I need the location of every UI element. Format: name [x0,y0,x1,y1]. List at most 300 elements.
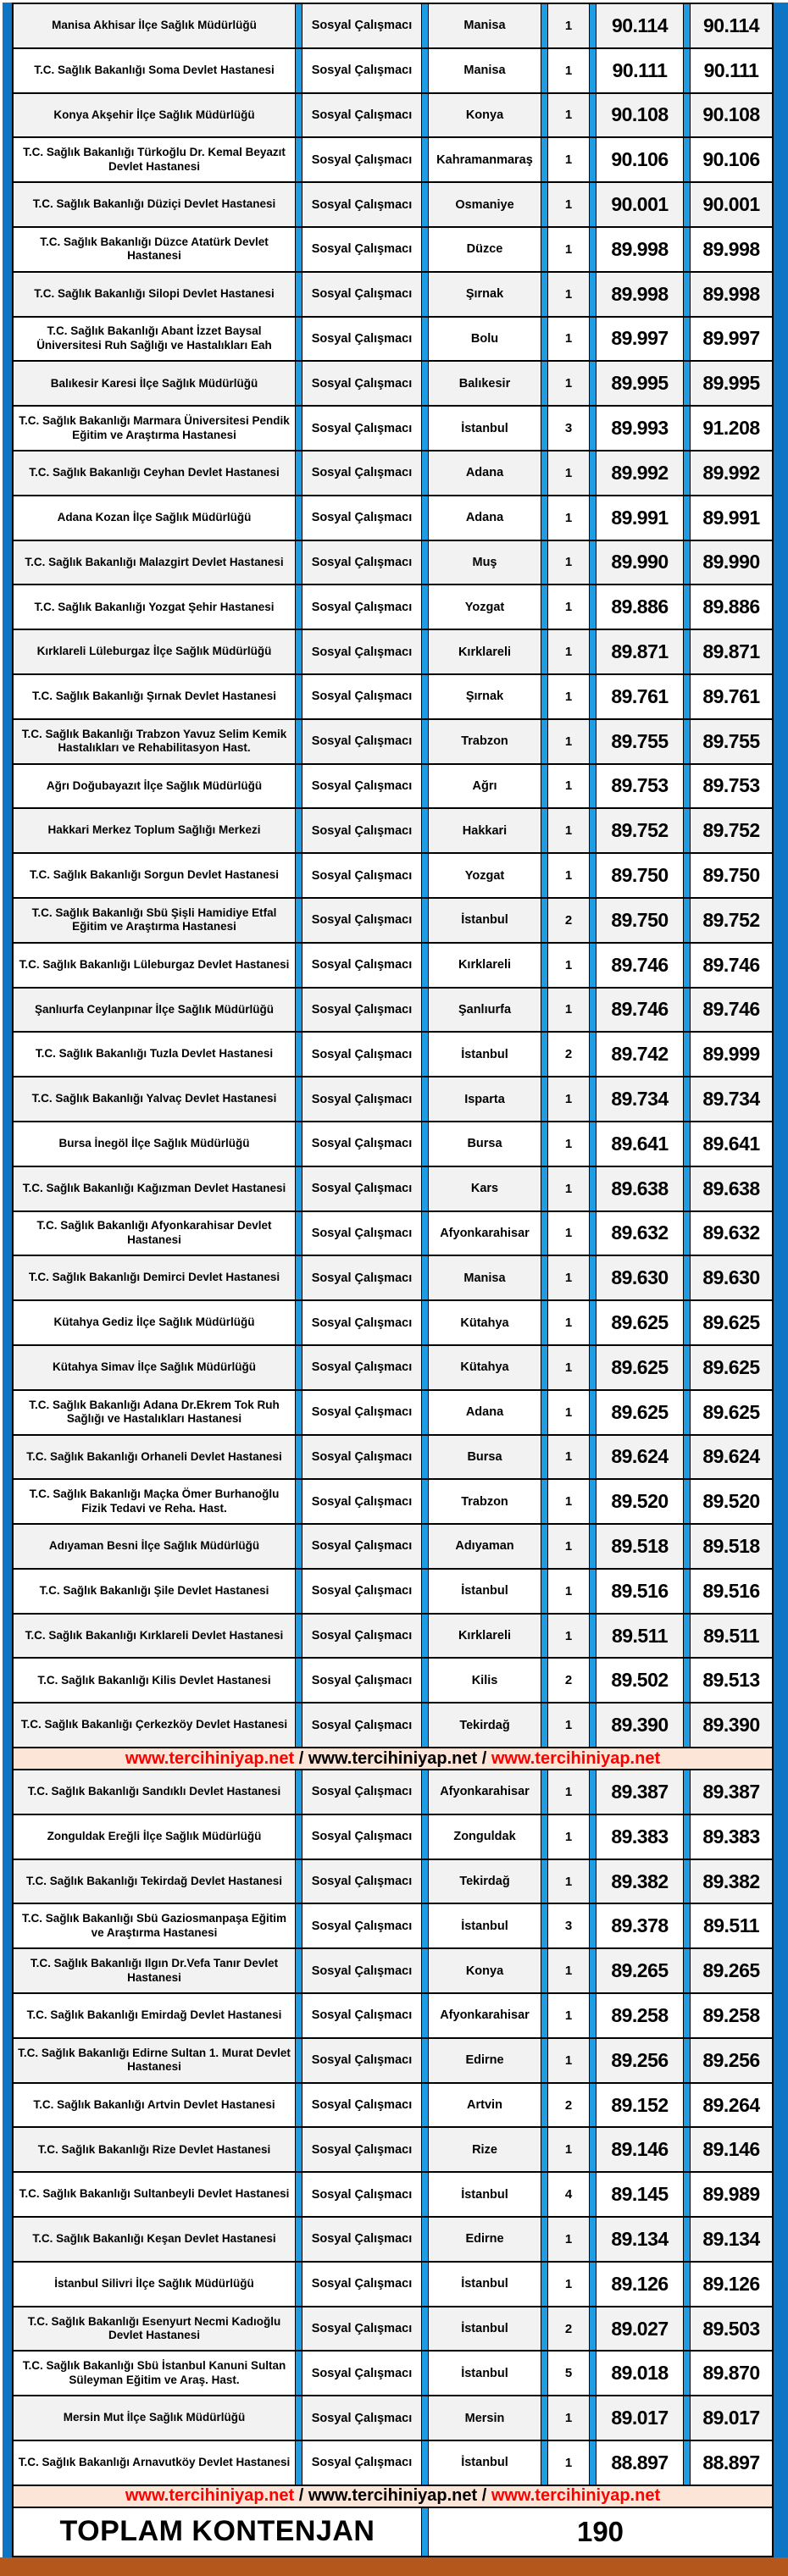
column-separator [683,94,691,137]
column-separator [541,944,548,987]
institution-cell: T.C. Sağlık Bakanlığı Marmara Üniversitesi Pendik Eğitim ve Araştırma Hastanesi [14,407,295,450]
table-row [14,1122,772,1167]
quota-cell: 2 [548,899,589,942]
table-row [14,362,772,407]
column-separator [421,989,429,1032]
column-separator [421,2173,429,2216]
column-separator [589,1570,597,1613]
column-separator [295,1346,302,1389]
city-cell: Konya [429,94,541,137]
column-separator [683,1860,691,1903]
min-score-cell: 89.383 [597,1815,683,1859]
website-url-text: www.tercihiniyap.net [491,1748,661,1768]
city-cell: Kahramanmaraş [429,138,541,181]
column-separator [295,1994,302,2037]
quota-cell: 1 [548,809,589,852]
column-separator [541,1525,548,1568]
city-cell: Tekirdağ [429,1860,541,1903]
column-separator [421,1525,429,1568]
city-cell: Kırklareli [429,630,541,673]
max-score-cell: 89.513 [691,1659,772,1702]
column-separator [541,1122,548,1166]
institution-cell: Konya Akşehir İlçe Sağlık Müdürlüğü [14,94,295,137]
table-row [14,273,772,318]
column-separator [421,1212,429,1255]
min-score-cell: 89.746 [597,944,683,987]
column-separator [683,765,691,808]
column-separator [295,1949,302,1992]
city-cell: Afyonkarahisar [429,1994,541,2037]
quota-cell: 1 [548,2218,589,2261]
min-score-cell: 89.761 [597,675,683,718]
column-separator [683,49,691,92]
city-cell: Yozgat [429,585,541,629]
total-row [14,2508,772,2556]
column-separator [541,2128,548,2171]
max-score-cell: 89.625 [691,1301,772,1344]
max-score-cell: 90.111 [691,49,772,92]
column-separator [541,1346,548,1389]
city-cell: İstanbul [429,1570,541,1613]
quota-cell: 1 [548,1077,589,1121]
institution-cell: T.C. Sağlık Bakanlığı Rize Devlet Hastanesi [14,2128,295,2171]
city-cell: İstanbul [429,2307,541,2351]
quota-cell: 1 [548,318,589,361]
position-cell: Sosyal Çalışmacı [302,2352,421,2395]
column-separator [683,854,691,897]
city-cell: Kütahya [429,1301,541,1344]
column-separator [589,1949,597,1992]
position-cell: Sosyal Çalışmacı [302,720,421,763]
column-separator [683,809,691,852]
city-cell: Trabzon [429,1480,541,1523]
max-score-cell: 89.641 [691,1122,772,1166]
institution-cell: Kütahya Simav İlçe Sağlık Müdürlüğü [14,1346,295,1389]
table-row [14,1949,772,1994]
column-separator [295,2352,302,2395]
institution-cell: T.C. Sağlık Bakanlığı Şırnak Devlet Hastanesi [14,675,295,718]
banner-separator: / [477,2486,491,2506]
column-separator [683,944,691,987]
column-separator [541,183,548,226]
table-row [14,4,772,49]
column-separator [683,720,691,763]
min-score-cell: 89.742 [597,1033,683,1076]
column-separator [589,496,597,540]
column-separator [295,720,302,763]
banner-separator: / [294,2486,308,2506]
institution-cell: T.C. Sağlık Bakanlığı Ceyhan Devlet Hastanesi [14,451,295,495]
column-separator [683,318,691,361]
column-separator [295,1077,302,1121]
column-separator [683,451,691,495]
institution-cell: T.C. Sağlık Bakanlığı Sultanbeyli Devlet Hastanesi [14,2173,295,2216]
city-cell: Bursa [429,1122,541,1166]
column-separator [541,541,548,584]
column-separator [541,1703,548,1747]
column-separator [295,765,302,808]
column-separator [295,1122,302,1166]
institution-cell: T.C. Sağlık Bakanlığı Kağızman Devlet Hastanesi [14,1167,295,1210]
max-score-cell: 89.997 [691,318,772,361]
max-score-cell: 89.992 [691,451,772,495]
column-separator [421,228,429,271]
column-separator [683,1770,691,1814]
website-url-text: www.tercihiniyap.net [308,2486,478,2506]
column-separator [683,2218,691,2261]
column-separator [421,1033,429,1076]
quota-cell: 1 [548,675,589,718]
column-separator [421,2263,429,2306]
column-separator [421,362,429,405]
max-score-cell: 89.624 [691,1436,772,1479]
max-score-cell: 89.989 [691,2173,772,2216]
table-row [14,1077,772,1122]
quota-cell: 4 [548,2173,589,2216]
table-row [14,944,772,989]
max-score-cell: 89.387 [691,1770,772,1814]
column-separator [541,1949,548,1992]
column-separator [589,4,597,47]
institution-cell: Balıkesir Karesi İlçe Sağlık Müdürlüğü [14,362,295,405]
column-separator [541,1212,548,1255]
max-score-cell: 90.114 [691,4,772,47]
column-separator [421,1659,429,1702]
column-separator [589,2173,597,2216]
position-cell: Sosyal Çalışmacı [302,1770,421,1814]
column-separator [589,1770,597,1814]
institution-cell: T.C. Sağlık Bakanlığı Afyonkarahisar Devlet Hastanesi [14,1212,295,1255]
institution-cell: T.C. Sağlık Bakanlığı Emirdağ Devlet Hastanesi [14,1994,295,2037]
min-score-cell: 89.502 [597,1659,683,1702]
max-score-cell: 89.752 [691,899,772,942]
column-separator [683,1703,691,1747]
column-separator [683,407,691,450]
min-score-cell: 89.641 [597,1122,683,1166]
quota-cell: 1 [548,630,589,673]
institution-cell: T.C. Sağlık Bakanlığı Düzce Atatürk Devlet Hastanesi [14,228,295,271]
column-separator [421,2352,429,2395]
table-row [14,2173,772,2218]
column-separator [589,854,597,897]
position-cell: Sosyal Çalışmacı [302,451,421,495]
column-separator [589,1212,597,1255]
column-separator [295,1436,302,1479]
website-banner [14,2486,772,2508]
column-separator [589,2352,597,2395]
position-cell: Sosyal Çalışmacı [302,138,421,181]
quota-cell: 1 [548,496,589,540]
website-banner [14,1748,772,1770]
institution-cell: T.C. Sağlık Bakanlığı Kilis Devlet Hastanesi [14,1659,295,1702]
position-cell: Sosyal Çalışmacı [302,2441,421,2485]
column-separator [683,1615,691,1658]
position-cell: Sosyal Çalışmacı [302,1994,421,2037]
city-cell: Edirne [429,2218,541,2261]
column-separator [589,362,597,405]
column-separator [683,1436,691,1479]
institution-cell: T.C. Sağlık Bakanlığı Lüleburgaz Devlet Hastanesi [14,944,295,987]
table-row [14,630,772,675]
position-cell: Sosyal Çalışmacı [302,407,421,450]
column-separator [683,362,691,405]
column-separator [295,407,302,450]
quota-cell: 1 [548,1167,589,1210]
table-row [14,765,772,810]
column-separator [295,1256,302,1299]
quota-cell: 1 [548,541,589,584]
min-score-cell: 90.001 [597,183,683,226]
column-separator [295,2307,302,2351]
max-score-cell: 89.734 [691,1077,772,1121]
min-score-cell: 89.625 [597,1391,683,1434]
position-cell: Sosyal Çalışmacı [302,1033,421,1076]
institution-cell: T.C. Sağlık Bakanlığı Orhaneli Devlet Hastanesi [14,1436,295,1479]
column-separator [295,273,302,316]
institution-cell: Kırklareli Lüleburgaz İlçe Sağlık Müdürlüğü [14,630,295,673]
total-label: TOPLAM KONTENJAN [59,2515,375,2548]
banner-separator: / [294,1748,308,1768]
column-separator [421,630,429,673]
column-separator [541,854,548,897]
min-score-cell: 89.752 [597,809,683,852]
column-separator [589,2307,597,2351]
table-row [14,49,772,94]
quota-cell: 2 [548,2307,589,2351]
max-score-cell: 89.134 [691,2218,772,2261]
column-separator [683,1167,691,1210]
column-separator [421,138,429,181]
column-separator [295,2039,302,2082]
min-score-cell: 89.625 [597,1346,683,1389]
column-separator [295,1703,302,1747]
table-body [14,4,772,2508]
institution-cell: T.C. Sağlık Bakanlığı Maçka Ömer Burhanoğlu Fizik Tedavi ve Reha. Hast. [14,1480,295,1523]
quota-cell: 1 [548,854,589,897]
column-separator [541,1904,548,1947]
table-row [14,2128,772,2173]
position-cell: Sosyal Çalışmacı [302,1301,421,1344]
table-row [14,1391,772,1436]
city-cell: Adana [429,1391,541,1434]
city-cell: Kırklareli [429,944,541,987]
column-separator [589,318,597,361]
column-separator [683,1659,691,1702]
institution-cell: T.C. Sağlık Bakanlığı Sorgun Devlet Hastanesi [14,854,295,897]
position-cell: Sosyal Çalışmacı [302,899,421,942]
quota-cell: 2 [548,2084,589,2127]
quota-cell: 1 [548,183,589,226]
column-separator [295,1391,302,1434]
position-cell: Sosyal Çalışmacı [302,1212,421,1255]
quota-cell: 1 [548,2128,589,2171]
column-separator [421,675,429,718]
table-row [14,2039,772,2084]
quota-cell: 1 [548,94,589,137]
min-score-cell: 89.390 [597,1703,683,1747]
city-cell: Muş [429,541,541,584]
city-cell: Kars [429,1167,541,1210]
quota-cell: 1 [548,1615,589,1658]
column-separator [683,989,691,1032]
column-separator [589,1860,597,1903]
column-separator [295,899,302,942]
column-separator [421,1167,429,1210]
column-separator [589,1033,597,1076]
min-score-cell: 89.734 [597,1077,683,1121]
city-cell: Konya [429,1949,541,1992]
column-separator [541,496,548,540]
position-cell: Sosyal Çalışmacı [302,2173,421,2216]
city-cell: Bolu [429,318,541,361]
quota-cell: 1 [548,138,589,181]
position-cell: Sosyal Çalışmacı [302,2039,421,2082]
quota-cell: 1 [548,1815,589,1859]
city-cell: Trabzon [429,720,541,763]
max-score-cell: 89.750 [691,854,772,897]
position-cell: Sosyal Çalışmacı [302,1256,421,1299]
institution-cell: T.C. Sağlık Bakanlığı Sbü Şişli Hamidiye Etfal Eğitim ve Araştırma Hastanesi [14,899,295,942]
table-row [14,496,772,541]
column-separator [421,1615,429,1658]
city-cell: Adıyaman [429,1525,541,1568]
city-cell: Şanlıurfa [429,989,541,1032]
column-separator [541,94,548,137]
position-cell: Sosyal Çalışmacı [302,1703,421,1747]
position-cell: Sosyal Çalışmacı [302,228,421,271]
column-separator [421,2396,429,2440]
max-score-cell: 89.520 [691,1480,772,1523]
city-cell: Manisa [429,49,541,92]
institution-cell: T.C. Sağlık Bakanlığı Sbü Gaziosmanpaşa Eğitim ve Araştırma Hastanesi [14,1904,295,1947]
max-score-cell: 89.256 [691,2039,772,2082]
column-separator [589,407,597,450]
institution-cell: Hakkari Merkez Toplum Sağlığı Merkezi [14,809,295,852]
quota-cell: 1 [548,2263,589,2306]
column-separator [541,1167,548,1210]
institution-cell: T.C. Sağlık Bakanlığı Kırklareli Devlet Hastanesi [14,1615,295,1658]
position-cell: Sosyal Çalışmacı [302,630,421,673]
min-score-cell: 89.992 [597,451,683,495]
column-separator [683,1480,691,1523]
table-row [14,854,772,899]
max-score-cell: 90.108 [691,94,772,137]
column-separator [589,630,597,673]
max-score-cell: 90.106 [691,138,772,181]
quota-cell: 1 [548,1770,589,1814]
column-separator [421,49,429,92]
city-cell: İstanbul [429,2173,541,2216]
table-row [14,1301,772,1346]
min-score-cell: 89.997 [597,318,683,361]
table-row [14,407,772,451]
city-cell: İstanbul [429,2441,541,2485]
position-cell: Sosyal Çalışmacı [302,944,421,987]
table-row [14,1615,772,1659]
quota-cell: 2 [548,1033,589,1076]
institution-cell: Şanlıurfa Ceylanpınar İlçe Sağlık Müdürlüğü [14,989,295,1032]
position-cell: Sosyal Çalışmacı [302,2084,421,2127]
quota-cell: 1 [548,1525,589,1568]
min-score-cell: 89.995 [597,362,683,405]
min-score-cell: 89.632 [597,1212,683,1255]
column-separator [541,899,548,942]
column-separator [295,1904,302,1947]
table-row [14,1659,772,1703]
min-score-cell: 89.018 [597,2352,683,2395]
table-row [14,1525,772,1570]
column-separator [589,183,597,226]
max-score-cell: 89.265 [691,1949,772,1992]
column-separator [683,1570,691,1613]
position-cell: Sosyal Çalışmacı [302,765,421,808]
max-score-cell: 89.886 [691,585,772,629]
city-cell: Düzce [429,228,541,271]
column-separator [541,2084,548,2127]
city-cell: Zonguldak [429,1815,541,1859]
column-separator [589,899,597,942]
column-separator [589,94,597,137]
city-cell: Edirne [429,2039,541,2082]
column-separator [683,899,691,942]
column-separator [421,944,429,987]
max-score-cell: 89.995 [691,362,772,405]
quota-cell: 1 [548,1301,589,1344]
max-score-cell: 89.752 [691,809,772,852]
column-separator [421,1256,429,1299]
column-separator [541,1570,548,1613]
column-separator [541,2307,548,2351]
max-score-cell: 89.258 [691,1994,772,2037]
column-separator [421,765,429,808]
column-separator [541,989,548,1032]
column-separator [421,407,429,450]
table-row [14,228,772,273]
position-cell: Sosyal Çalışmacı [302,809,421,852]
max-score-cell: 89.755 [691,720,772,763]
column-separator [541,2173,548,2216]
column-separator [589,1256,597,1299]
column-separator [541,809,548,852]
min-score-cell: 89.256 [597,2039,683,2082]
column-separator [421,1770,429,1814]
column-separator [295,318,302,361]
position-cell: Sosyal Çalışmacı [302,362,421,405]
institution-cell: Ağrı Doğubayazıt İlçe Sağlık Müdürlüğü [14,765,295,808]
city-cell: Afyonkarahisar [429,1212,541,1255]
quota-cell: 1 [548,1436,589,1479]
quota-cell: 1 [548,1949,589,1992]
total-value: 190 [576,2515,624,2547]
city-cell: Mersin [429,2396,541,2440]
column-separator [589,2396,597,2440]
max-score-cell: 89.518 [691,1525,772,1568]
min-score-cell: 89.511 [597,1615,683,1658]
column-separator [589,1904,597,1947]
quota-cell: 1 [548,585,589,629]
column-separator [683,585,691,629]
min-score-cell: 89.998 [597,273,683,316]
column-separator [421,1570,429,1613]
column-separator [541,720,548,763]
city-cell: Adana [429,451,541,495]
column-separator [541,1815,548,1859]
column-separator [683,1994,691,2037]
city-cell: Rize [429,2128,541,2171]
column-separator [683,2128,691,2171]
column-separator [541,1436,548,1479]
min-score-cell: 89.134 [597,2218,683,2261]
